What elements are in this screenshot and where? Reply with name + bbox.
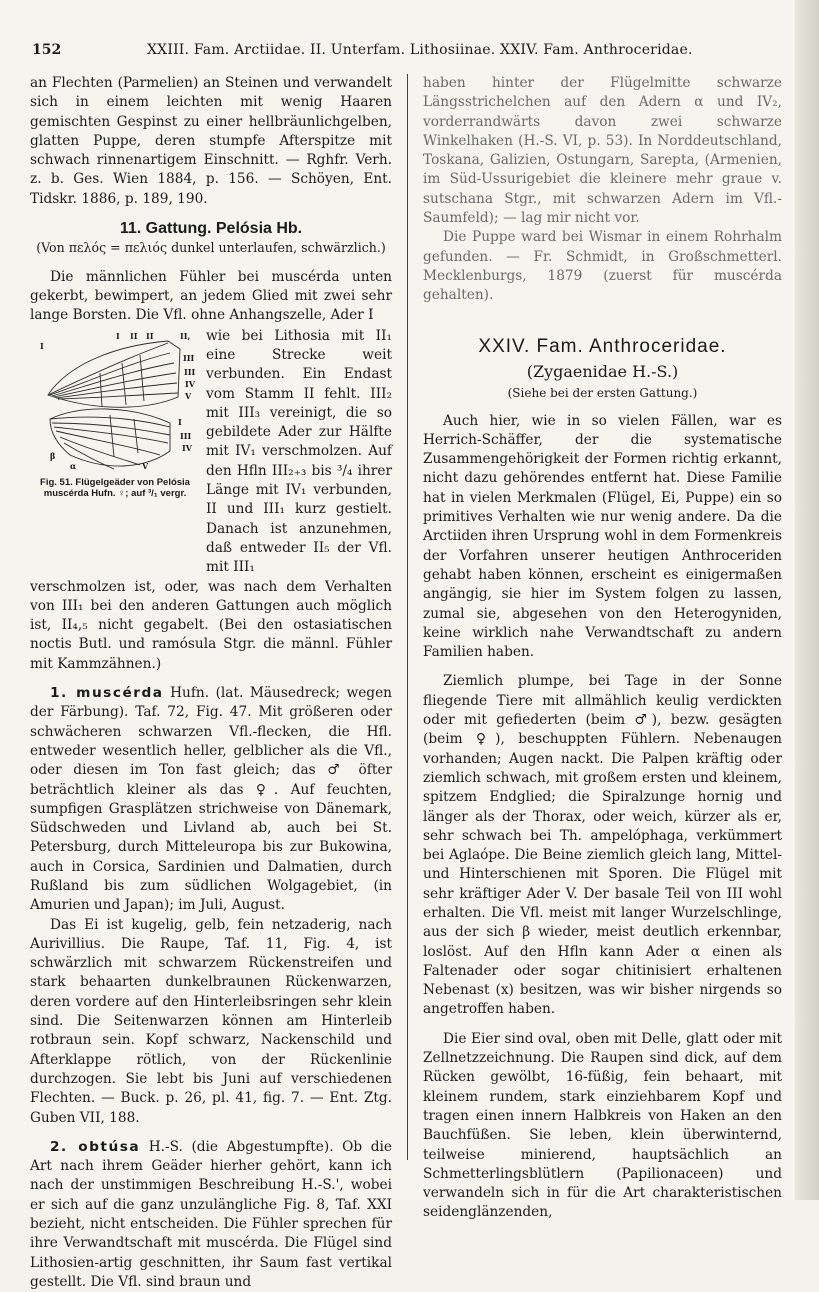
svg-text:V: V: [142, 460, 149, 471]
eggs-larvae-paragraph: Die Eier sind oval, oben mit Delle, glatt oder mit Zellnetzzeichnung. Die Raupen sind dick, auf dem Rücken gewölbt, 16-füßig, fein behaart, mit kleinem rundem, stark einziehbarem Kopf und tragen einen innern Halbkreis von Haken an den Bauchfüßen. Sie leben, klein überwinternd, teilweise minierend, hauptsächlich an Schmetterlingsblütlern (Papilionaceen) und verwandeln sich in für die Art charakteristischen seidenglänzenden,: [423, 1030, 782, 1221]
svg-text:V: V: [185, 390, 192, 401]
svg-text:IV: IV: [182, 442, 192, 453]
family-synonym: (Zygaenidae H.-S.): [526, 361, 679, 381]
species-name-obtusa: 2. obtúsa: [50, 1138, 141, 1155]
figure-51: [30, 327, 200, 578]
svg-text:β: β: [50, 450, 56, 461]
svg-text:IV: IV: [185, 378, 195, 389]
family-note: (Siehe bei der ersten Gattung.): [507, 385, 698, 400]
right-column: [423, 74, 782, 1223]
puppe-paragraph: Die Puppe ward bei Wismar in einem Rohrhalm gefunden. — Fr. Schmidt, in Großschmetterl. Mecklenburgs, 1879 (zuerst für muscérda gehalten).: [423, 229, 782, 304]
svg-text:III: III: [183, 352, 195, 363]
family-heading: XXIV. Fam. Anthroceridae.: [478, 335, 727, 357]
svg-text:I: I: [116, 330, 120, 341]
species-obtusa: 2. obtúsa H.-S. (die Abgestumpfte). Ob die Art nach ihrem Geäder hierher gehört, kann ich nach der unstimmigen Beschreibung H.-S.', wobei er sich auf die ganz unzulängliche Fig. 8, Taf. XXI bezieht, nicht entscheiden. Die Fühler sprechen für ihre Verwandtschaft mit muscérda. Die Flügel sind Lithosien-artig geschnitten, ihr Saum fast vertikal gestellt. Die Vfl. sind braun und: [30, 1138, 392, 1290]
venation-continuation: verschmolzen ist, oder, was nach dem Verhalten von III₁ bei den anderen Gattungen auch möglich ist, II₄,₅ nicht gegabelt. (Bei den ostasiatischen noctis Butl. und ramósula Stgr. die männl. Fühler mit Kammzähnen.): [30, 578, 392, 672]
page-number: 152: [32, 42, 62, 58]
column-divider: [407, 74, 408, 1160]
figure-side-text: wie bei Lithosia mit II₁ eine Strecke weit verbunden. Ein Endast vom Stamm II fehlt. III₂ mit III₃ vereinigt, die so gebildete Ader zur Hälfte mit IV₁ verschmolzen. Auf den Hfln III₂₊₃ bis ³/₄ ihrer Länge mit IV₁ verbunden, II und III₁ kurz gestielt. Danach ist anzunehmen, daß entweder II₅ der Vfl. mit III₁: [206, 327, 392, 576]
family-intro-paragraph: Auch hier, wie in so vielen Fällen, war es Herrich-Schäffer, der die systematische Zusammengehörigkeit der Formen richtig erkannt, nicht dazu gehörendes entfernt hat. Diese Familie hat in vielen Merkmalen (Flügel, Ei, Puppe) ein so primitives Verhalten wie nur wenig andere. Da die Arctiiden ihren Ursprung wohl in dem Formenkreis der Vorfahren unserer heutigen Anthroceriden gehabt haben können, erscheint es einigermaßen angängig, sie hier im System folgen zu lassen, zumal sie, abgesehen von den Heterogyniden, keine wirklich nahe Verwandtschaft zu andern Familien haben.: [423, 412, 782, 661]
genus-heading: 11. Gattung. Pelósia Hb.: [119, 220, 303, 238]
page-header: [32, 42, 789, 64]
obtusa-continuation: haben hinter der Flügelmitte schwarze Längsstrichelchen auf den Adern α und IV₂, vorderrandwärts davon zwei schwarze Winkelhaken (H.-S. VI, p. 53). In Norddeutschland, Toskana, Galizien, Ostungarn, Sarepta, (Armenien, im Süd-Ussurigebiet die kleinere mehr graue v. sutschana Stgr., mit schwarzen Adern im Vfl.-Saumfeld); — lag mir nicht vor.: [423, 75, 782, 227]
species-muscerda: 1. muscérda Hufn. (lat. Mäusedreck; wegen der Färbung). Taf. 72, Fig. 47. Mit größeren oder schwächeren schwarzen Vfl.-flecken, die Hfl. entweder wesentlich heller, gelblicher als die Vfl., oder diesen im Ton fast gleich; das ♂ öfter beträchtlich kleiner als das ♀. Auf feuchten, sumpfigen Grasplätzen strichweise von Dänemark, Südschweden und Livland ab, auch bei St. Petersburg, durch Mitteleuropa bis zur Bukowina, auch in Corsica, Sardinien und Dalmatien, durch Rußland bis zum südlichen Wolgagebiet, (in Amurien und Japan); im Juli, August.: [30, 685, 392, 914]
figure-row: [30, 327, 392, 578]
figure-caption: Fig. 51. Flügelgeäder von Pelósia muscérda Hufn. ♀; auf ³/₁ vergr.: [40, 476, 190, 499]
page-edge-shadow: [795, 0, 819, 1200]
family-description-paragraph: Ziemlich plumpe, bei Tage in der Sonne fliegende Tiere mit allmählich keulig verdickten oder mit gefiederten (beim ♂), bezw. gesägten (beim ♀), beschuppten Fühlern. Nebenaugen vorhanden; Augen nackt. Die Palpen kräftig oder ziemlich schwach, mit großem ersten und kleinem, spitzem Endglied; die Spiralzunge hornig und länger als der Thorax, oder weich, kürzer als er, sehr schwach bei Th. ampelóphaga, verkümmert bei Aglaópe. Die Beine ziemlich gleich lang, Mittel- und Hinterschienen mit Sporen. Die Flügel mit sehr kräftiger Ader V. Der basale Teil von III wohl erhalten. Die Vfl. meist mit langer Wurzelschlinge, aus der sich β wieder, meist deutlich erkennbar, loslöst. Auf den Hfln kann Ader α einen als Faltenader oder sogar chitinisiert erhaltenen Nebenast (x) besitzen, was wir bisher nirgends so angetroffen haben.: [423, 673, 782, 1018]
left-column: [30, 74, 392, 1292]
running-title: XXIII. Fam. Arctiidae. II. Unterfam. Lithosiinae. XXIV. Fam. Anthroceridae.: [147, 42, 693, 58]
svg-text:III: III: [184, 366, 196, 377]
svg-text:I: I: [40, 340, 44, 351]
svg-text:II: II: [130, 330, 138, 341]
svg-text:I: I: [178, 416, 182, 427]
svg-text:II,: II,: [180, 330, 191, 341]
svg-text:III: III: [180, 430, 192, 441]
species-name-muscerda: 1. muscérda: [50, 685, 164, 702]
species-muscerda-biology: Das Ei ist kugelig, gelb, fein netzaderig, nach Aurivillius. Die Raupe, Taf. 11, Fig. 4, ist schwärzlich mit schwarzem Rückenstreifen und stark behaarten dunkelbraunen Rückenwarzen, deren vordere auf den Hinterleibsringen sehr klein sind. Die Seitenwarzen können am Hinterleib rotbraun sein. Kopf schwarz, Nackenschild und Afterklappe rötlich, von der Rückenlinie durchzogen. Sie lebt bis Juni auf verschiedenen Flechten. — Buck. p. 26, pl. 41, fig. 7. — Ent. Ztg. Guben VII, 188.: [30, 916, 392, 1126]
svg-text:α: α: [70, 460, 77, 471]
wing-venation-diagram: [30, 327, 200, 475]
continuation-paragraph: an Flechten (Parmelien) an Steinen und verwandelt sich in einem leichten mit wenig Haaren gemischten Gespinst zu einer hellbräunlichgelben, glatten Puppe, deren stumpfe Afterspitze mit schwach rinnenartigem Einschnitt. — Rghfr. Verh. z. b. Ges. Wien 1884, p. 156. — Schöyen, Ent. Tidskr. 1886, p. 189, 190.: [30, 75, 392, 207]
svg-text:II: II: [146, 330, 154, 341]
genus-intro: Die männlichen Fühler bei muscérda unten gekerbt, bewimpert, an jedem Glied mit zwei sehr lange Borsten. Die Vfl. ohne Anhangszelle, Ader I: [30, 268, 392, 324]
genus-etymology: (Von πελός = πελιός dunkel unterlaufen, schwärzlich.): [36, 240, 386, 256]
